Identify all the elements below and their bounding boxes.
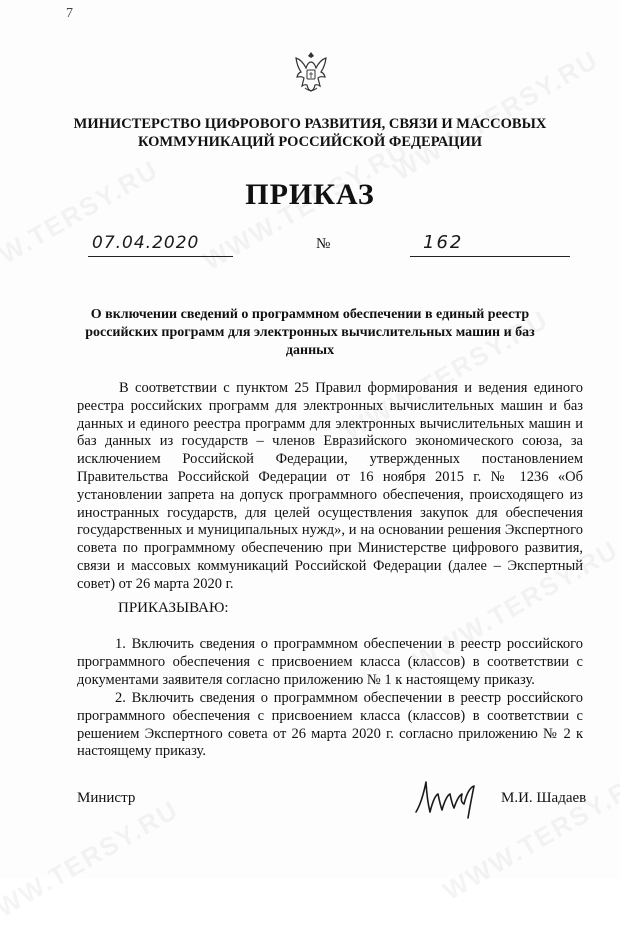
number-underline [410, 256, 570, 257]
order-item: 1. Включить сведения о программном обеспечении в реестр российского программного обеспечения с присвоением класса (классов) в соответствии с документами заявителя согласно приложению № 1 к настоящему приказу. [77, 636, 583, 688]
order-subject: О включении сведений о программном обеспечении в единый реестр российских программ для электронных вычислительных машин и баз данных [85, 307, 535, 358]
order-item: 2. Включить сведения о программном обеспечении в реестр российского программного обеспечения с присвоением класса (классов) в соответствии с решением Экспертного совета от 26 марта 2020 г. согласно приложению № 2 к настоящему приказу. [77, 690, 583, 760]
date-underline [88, 256, 233, 257]
handwritten-signature [412, 768, 492, 828]
watermark [0, 794, 184, 937]
number-sign: № [316, 236, 331, 252]
ministry-name: МИНИСТЕРСТВО ЦИФРОВОГО РАЗВИТИЯ, СВЯЗИ И МАССОВЫХ КОММУНИКАЦИЙ РОССИЙСКОЙ ФЕДЕРАЦИИ [73, 116, 547, 150]
document-type-heading: ПРИКАЗ [245, 178, 375, 211]
preamble-paragraph: В соответствии с пунктом 25 Правил формирования и ведения единого реестра российских программ для электронных вычислительных машин и баз данных и единого реестра программ для электронных вычислительных машин и баз данных из государств – членов Евразийского экономического союза, за исключением Российской Федерации, утвержденных постановлением Правительства Российской Федерации от 16 ноября 2015 г. № 1236 «Об установлении запрета на допуск программного обеспечения, происходящего из иностранных государств, для целей осуществления закупок для обеспечения государственных и муниципальных нужд», и на основании решения Экспертного совета по программному обеспечению при Министерстве цифрового развития, связи и массовых коммуникаций Российской Федерации (далее – Экспертный совет) от 26 марта 2020 г. [77, 380, 583, 592]
order-date: 07.04.2020 [92, 233, 200, 253]
coat-of-arms-icon [292, 48, 330, 94]
watermark [0, 154, 164, 297]
corner-mark: 7 [66, 6, 73, 21]
orders-label: ПРИКАЗЫВАЮ: [118, 600, 229, 616]
order-number: 162 [423, 232, 464, 253]
signatory-name: М.И. Шадаев [501, 790, 587, 806]
signatory-title: Министр [77, 790, 136, 806]
